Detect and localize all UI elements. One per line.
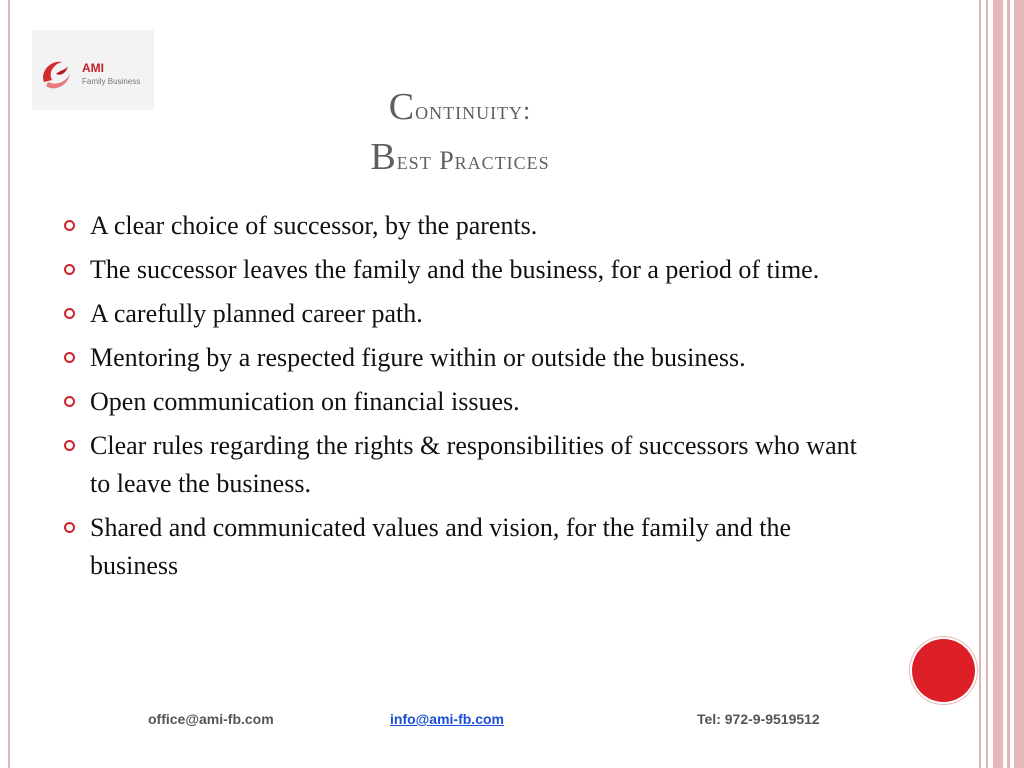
bullet-text: Clear rules regarding the rights & responsibilities of successors who want to leave the business. [90, 431, 857, 498]
bullet-text: A carefully planned career path. [90, 299, 423, 328]
stripe-1 [979, 0, 981, 768]
bullet-item [64, 427, 870, 503]
title-line-2: Best Practices [370, 136, 550, 178]
bullet-text: Open communication on financial issues. [90, 387, 520, 416]
stripe-2 [986, 0, 988, 768]
bullet-item [64, 339, 870, 377]
bullet-ring-icon [64, 352, 75, 363]
bullet-item [64, 295, 870, 333]
bullet-item [64, 207, 870, 245]
bullet-ring-icon [64, 396, 75, 407]
stripe-4 [1007, 0, 1010, 768]
left-border-line [8, 0, 10, 768]
bullet-ring-icon [64, 522, 75, 533]
footer-office-email: office@ami-fb.com [148, 711, 274, 727]
bullet-list [64, 207, 870, 591]
bullet-ring-icon [64, 220, 75, 231]
footer-phone: Tel: 972-9-9519512 [697, 711, 820, 727]
bullet-text: Mentoring by a respected figure within or outside the business. [90, 343, 746, 372]
bullet-ring-icon [64, 308, 75, 319]
decorative-red-circle [912, 639, 975, 702]
stripe-5 [1014, 0, 1024, 768]
bullet-item [64, 383, 870, 421]
bullet-ring-icon [64, 440, 75, 451]
title-line-1: Continuity: [388, 86, 532, 128]
logo-swirl-icon [36, 52, 76, 94]
bullet-text: A clear choice of successor, by the parents. [90, 211, 538, 240]
logo-subtitle: Family Business [82, 77, 141, 86]
slide-title [160, 84, 760, 184]
bullet-text: Shared and communicated values and vision, for the family and the business [90, 513, 792, 580]
footer-info-email-link[interactable]: info@ami-fb.com [390, 711, 504, 727]
bullet-item [64, 509, 870, 585]
company-logo [32, 30, 154, 110]
decorative-stripes [979, 0, 1024, 768]
bullet-ring-icon [64, 264, 75, 275]
bullet-item [64, 251, 870, 289]
stripe-3 [993, 0, 1003, 768]
logo-name: AMI [82, 61, 104, 75]
bullet-text: The successor leaves the family and the business, for a period of time. [90, 255, 820, 284]
